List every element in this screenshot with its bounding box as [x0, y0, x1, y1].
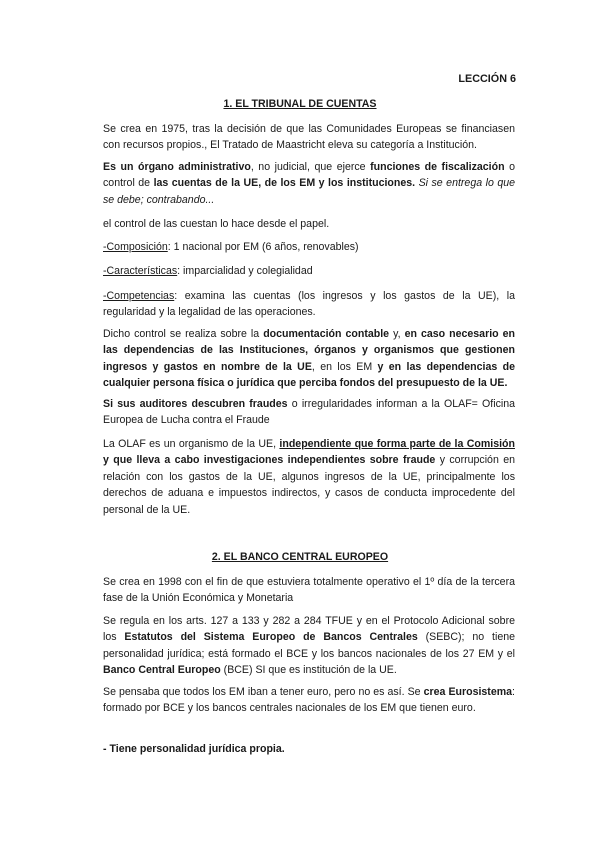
s1-paragraph-2 — [103, 159, 515, 208]
caracteristicas-label: -Características — [103, 265, 178, 277]
section-1-heading: 1. EL TRIBUNAL DE CUENTAS — [223, 98, 377, 110]
competencias-label: -Competencias — [103, 290, 175, 302]
s1p8-bold-a: Si sus auditores descubren fraudes — [103, 398, 288, 410]
s2-paragraph-1: Se crea en 1998 con el fin de que estuviera totalmente operativo el 1º día de la tercera fase de la Unión Económica y Monetaria — [103, 576, 515, 605]
s2-paragraph-2 — [103, 613, 515, 679]
s2p3-bold-b: crea Eurosistema — [423, 686, 513, 698]
s1-paragraph-8 — [103, 396, 515, 429]
lesson-label: LECCIÓN 6 — [458, 73, 516, 85]
s1p7-bold-g: y en las dependencias de cualquier persona física o jurídica que perciba fondos del presupuesto de la UE. — [103, 360, 515, 390]
section-2-heading: 2. EL BANCO CENTRAL EUROPEO — [211, 551, 389, 563]
s2p4-bold: - Tiene personalidad jurídica propia. — [103, 743, 285, 755]
s2p2-bold-d: Banco Central Europeo — [103, 664, 221, 677]
composicion-text: : 1 nacional por EM (6 años, renovables) — [167, 241, 359, 253]
s1p9-bold-c: y que lleva a cabo investigaciones independientes sobre fraude — [103, 454, 436, 467]
s1p2-text-d: o control de — [103, 161, 515, 190]
s1p7-text-a: Dicho control se realiza sobre la — [103, 328, 264, 340]
s1p7-bold-d: en caso necesario en las dependencias de las Instituciones — [103, 328, 515, 357]
s2-paragraph-4 — [103, 741, 515, 757]
s1p7-bold-e: , órganos y organismos que gestionen ingresos y gastos en nombre de la UE — [103, 344, 515, 373]
s1-paragraph-1: Se crea en 1975, tras la decisión de que las Comunidades Europeas se financiasen con recursos propios., El Tratado de Maastricht eleva su categoría a Institución. — [103, 123, 515, 152]
s1p9-bold-underline-b: independiente que forma parte de la Comisión — [279, 438, 515, 450]
s2p2-bold-b: Estatutos del Sistema Europeo de Bancos Centrales — [124, 631, 418, 644]
s1-paragraph-7 — [103, 326, 515, 392]
s2p2-text-a: Se regula en los arts. 127 a 133 y 282 a 284 TFUE y en el Protocolo Adicional sobre los — [103, 615, 515, 644]
s1p2-bold-e: las cuentas de la UE, de los EM y los instituciones. — [153, 177, 416, 190]
s2-paragraph-3 — [103, 684, 515, 717]
s1-caracteristicas — [103, 263, 515, 279]
s1p2-bold-c: funciones de fiscalización — [370, 161, 505, 173]
caracteristicas-text: : imparcialidad y colegialidad — [177, 265, 313, 277]
s1p2-italic-f: Si se entrega lo que se debe; contrabando... — [103, 177, 516, 206]
s1p7-text-c: y, — [389, 328, 405, 340]
s1p7-bold-b: documentación contable — [263, 328, 390, 340]
s1p2-text-b: , no judicial, que ejerce — [250, 161, 371, 173]
s2p3-text-a: Se pensaba que todos los EM iban a tener euro, pero no es así. Se — [103, 686, 424, 698]
s1p2-bold-a: Es un órgano administrativo — [103, 161, 251, 173]
s1p8-text-b: o irregularidades informan a la OLAF= Oficina Europea de Lucha contra el Fraude — [103, 398, 516, 427]
competencias-text: : examina las cuentas (los ingresos y los gastos de la UE), la regularidad y la legalidad de las operaciones. — [103, 290, 515, 319]
s2p2-text-e: (BCE) SI que es institución de la UE. — [220, 664, 397, 677]
s1p7-text-f: , en los EM — [311, 360, 378, 373]
s2p3-text-c: : formado por BCE y los bancos centrales nacionales de los EM que tienen euro. — [103, 686, 515, 715]
s1p9-text-d: y corrupción en relación con los gastos de la UE, algunos ingresos de la UE, principalmente los derechos de aduana e impuestos indirectos, y casos de conducta improcedente del personal de la UE. — [103, 454, 515, 516]
s2p2-text-c: (SEBC); no tiene personalidad jurídica; está formado el BCE y los bancos nacionales de los 27 EM y el — [103, 631, 515, 660]
s1p9-text-a: La OLAF es un organismo de la UE, — [103, 438, 280, 450]
s1-paragraph-3: el control de las cuestan lo hace desde el papel. — [103, 218, 330, 230]
s1-competencias — [103, 288, 515, 321]
s1-composicion — [103, 239, 515, 255]
s1-paragraph-9 — [103, 436, 515, 518]
composicion-label: -Composición — [103, 241, 168, 253]
